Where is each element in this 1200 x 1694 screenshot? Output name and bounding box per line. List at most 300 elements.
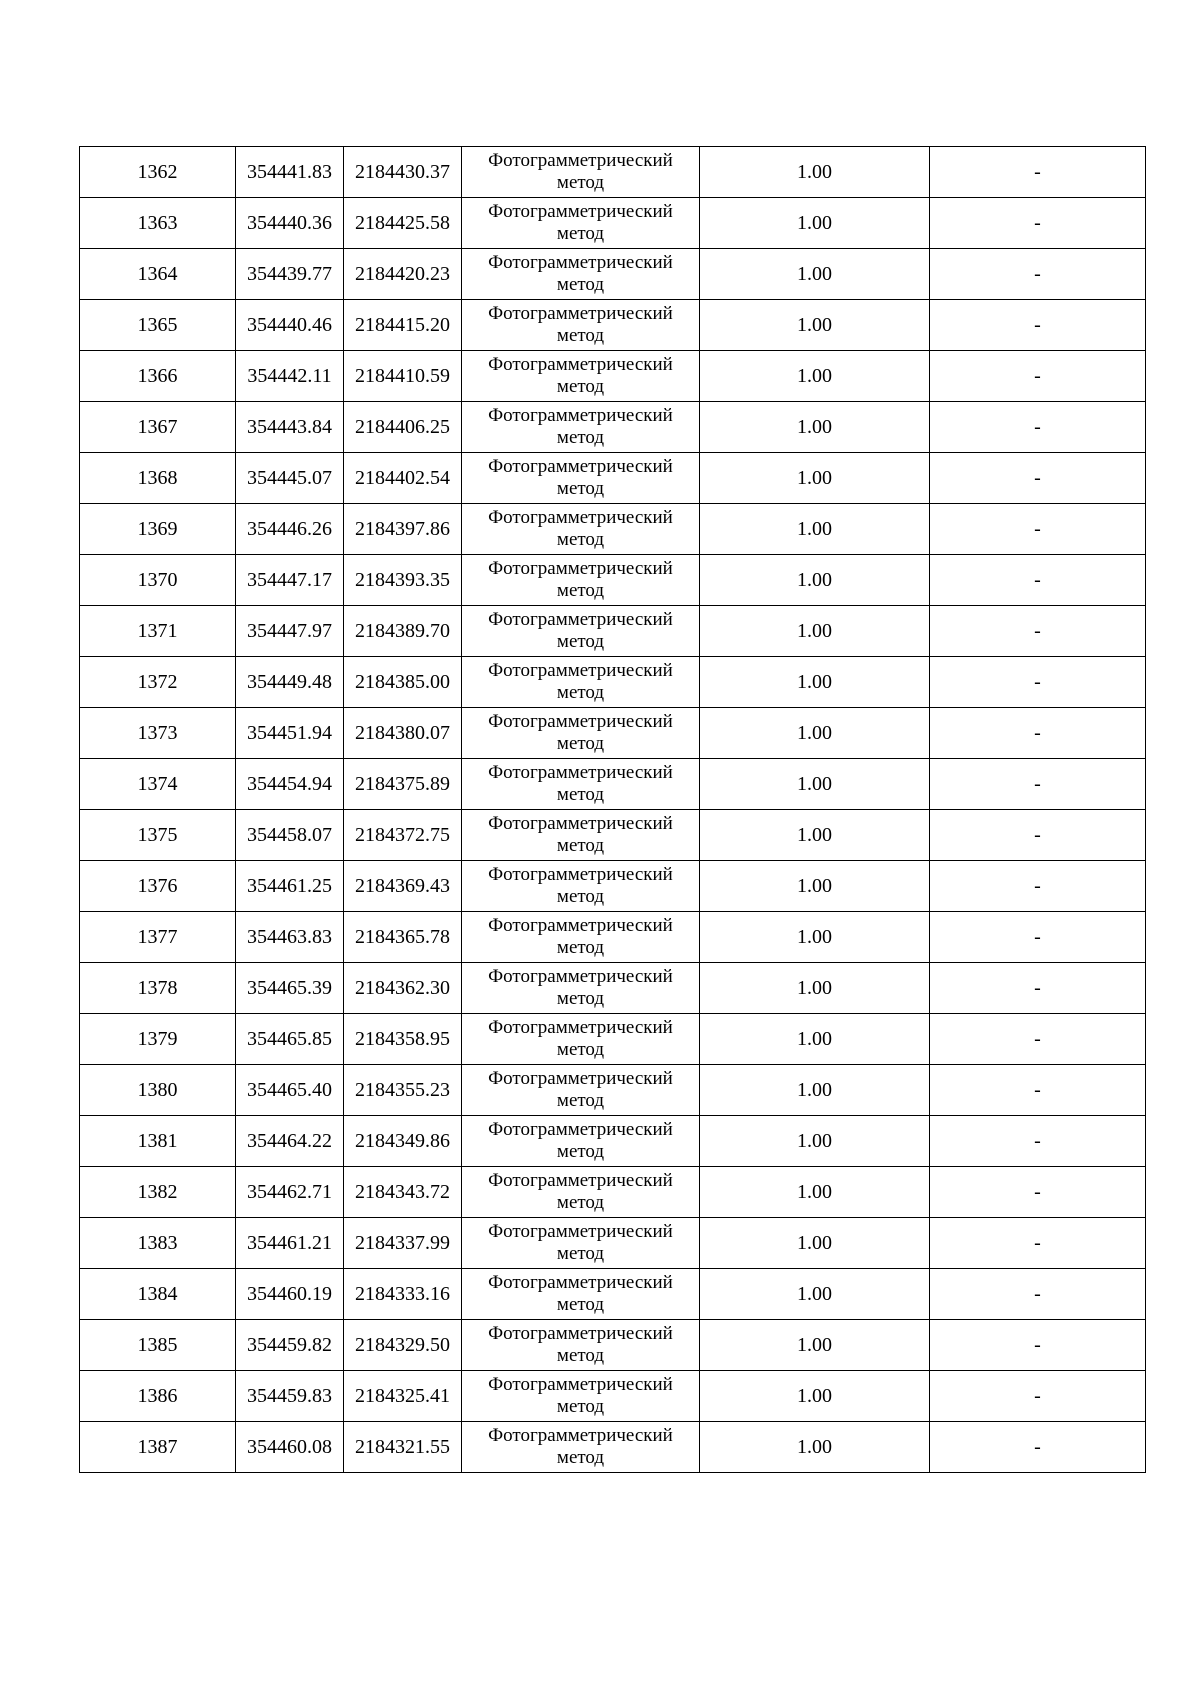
method-line-1: Фотограмметрический <box>488 558 673 579</box>
accuracy-cell <box>700 912 930 963</box>
method-cell <box>462 1116 700 1167</box>
accuracy-cell <box>700 708 930 759</box>
coordinate-y: 2184393.35 <box>355 568 450 591</box>
table-row <box>80 606 1146 657</box>
method-cell <box>462 1014 700 1065</box>
coordinate-y: 2184397.86 <box>355 517 450 540</box>
description-cell <box>930 249 1146 300</box>
table-row <box>80 1371 1146 1422</box>
table-row <box>80 504 1146 555</box>
accuracy-cell <box>700 1422 930 1473</box>
method-line-2: метод <box>556 1243 605 1264</box>
coordinate-x: 354442.11 <box>247 364 332 387</box>
point-number: 1370 <box>137 568 178 591</box>
description-cell <box>930 300 1146 351</box>
accuracy-cell <box>700 300 930 351</box>
description-value: - <box>1034 1231 1041 1254</box>
point-number: 1381 <box>137 1129 178 1152</box>
coordinate-y-cell <box>344 351 462 402</box>
method-line-2: метод <box>556 325 605 346</box>
point-number-cell <box>80 300 236 351</box>
coordinate-y: 2184321.55 <box>355 1435 450 1458</box>
point-number-cell <box>80 453 236 504</box>
coordinate-y: 2184420.23 <box>355 262 450 285</box>
method-cell <box>462 249 700 300</box>
point-number-cell <box>80 1065 236 1116</box>
method-line-2: метод <box>556 1192 605 1213</box>
method-line-2: метод <box>556 478 605 499</box>
method-line-1: Фотограмметрический <box>488 966 673 987</box>
description-value: - <box>1034 364 1041 387</box>
accuracy-value: 1.00 <box>797 160 832 183</box>
description-value: - <box>1034 1129 1041 1152</box>
table-row <box>80 861 1146 912</box>
coordinate-x-cell <box>236 198 344 249</box>
description-value: - <box>1034 262 1041 285</box>
method-line-1: Фотограмметрический <box>488 303 673 324</box>
point-number-cell <box>80 504 236 555</box>
description-cell <box>930 402 1146 453</box>
description-value: - <box>1034 211 1041 234</box>
description-cell <box>930 657 1146 708</box>
description-cell <box>930 555 1146 606</box>
coordinate-y-cell <box>344 555 462 606</box>
method-cell <box>462 810 700 861</box>
coordinate-x-cell <box>236 810 344 861</box>
method-cell <box>462 963 700 1014</box>
table-row <box>80 963 1146 1014</box>
method-cell <box>462 198 700 249</box>
accuracy-cell <box>700 963 930 1014</box>
accuracy-cell <box>700 504 930 555</box>
table-row <box>80 1218 1146 1269</box>
point-number: 1362 <box>137 160 178 183</box>
method-line-1: Фотограмметрический <box>488 609 673 630</box>
coordinate-y-cell <box>344 1269 462 1320</box>
method-cell <box>462 912 700 963</box>
method-line-2: метод <box>556 937 605 958</box>
method-line-2: метод <box>556 1447 605 1468</box>
method-line-1: Фотограмметрический <box>488 711 673 732</box>
accuracy-cell <box>700 810 930 861</box>
accuracy-value: 1.00 <box>797 364 832 387</box>
method-line-2: метод <box>556 274 605 295</box>
coordinate-y-cell <box>344 1167 462 1218</box>
method-line-1: Фотограмметрический <box>488 1425 673 1446</box>
method-line-2: метод <box>556 1294 605 1315</box>
accuracy-cell <box>700 555 930 606</box>
table-row <box>80 708 1146 759</box>
coordinate-y-cell <box>344 402 462 453</box>
point-number: 1378 <box>137 976 178 999</box>
coordinate-y-cell <box>344 657 462 708</box>
coordinate-x: 354465.39 <box>247 976 332 999</box>
coordinate-y: 2184372.75 <box>355 823 450 846</box>
coordinate-x: 354458.07 <box>247 823 332 846</box>
point-number: 1384 <box>137 1282 178 1305</box>
method-line-1: Фотограмметрический <box>488 150 673 171</box>
accuracy-value: 1.00 <box>797 823 832 846</box>
description-value: - <box>1034 1435 1041 1458</box>
description-value: - <box>1034 1384 1041 1407</box>
accuracy-value: 1.00 <box>797 1078 832 1101</box>
accuracy-cell <box>700 1218 930 1269</box>
accuracy-cell <box>700 147 930 198</box>
method-line-2: метод <box>556 376 605 397</box>
point-number: 1387 <box>137 1435 178 1458</box>
table-row <box>80 759 1146 810</box>
accuracy-value: 1.00 <box>797 976 832 999</box>
coordinate-y-cell <box>344 912 462 963</box>
accuracy-value: 1.00 <box>797 874 832 897</box>
accuracy-value: 1.00 <box>797 1231 832 1254</box>
coordinate-y: 2184325.41 <box>355 1384 450 1407</box>
description-value: - <box>1034 721 1041 744</box>
method-line-2: метод <box>556 427 605 448</box>
method-cell <box>462 402 700 453</box>
accuracy-cell <box>700 351 930 402</box>
coordinate-y: 2184355.23 <box>355 1078 450 1101</box>
coordinate-x-cell <box>236 912 344 963</box>
coordinate-x: 354459.83 <box>247 1384 332 1407</box>
coordinate-x-cell <box>236 1422 344 1473</box>
coordinate-y: 2184333.16 <box>355 1282 450 1305</box>
method-cell <box>462 555 700 606</box>
accuracy-value: 1.00 <box>797 211 832 234</box>
accuracy-cell <box>700 1269 930 1320</box>
point-number: 1376 <box>137 874 178 897</box>
table-row <box>80 351 1146 402</box>
point-number-cell <box>80 198 236 249</box>
method-line-2: метод <box>556 1039 605 1060</box>
table-row <box>80 402 1146 453</box>
point-number: 1373 <box>137 721 178 744</box>
coordinate-y-cell <box>344 1218 462 1269</box>
method-line-2: метод <box>556 631 605 652</box>
coordinate-y: 2184343.72 <box>355 1180 450 1203</box>
coordinate-x-cell <box>236 249 344 300</box>
accuracy-value: 1.00 <box>797 517 832 540</box>
coordinate-y: 2184425.58 <box>355 211 450 234</box>
accuracy-cell <box>700 759 930 810</box>
table-row <box>80 147 1146 198</box>
point-number-cell <box>80 810 236 861</box>
point-number-cell <box>80 708 236 759</box>
method-cell <box>462 657 700 708</box>
coordinate-x: 354443.84 <box>247 415 332 438</box>
method-cell <box>462 1269 700 1320</box>
point-number-cell <box>80 1320 236 1371</box>
accuracy-cell <box>700 1065 930 1116</box>
point-number: 1363 <box>137 211 178 234</box>
accuracy-cell <box>700 1167 930 1218</box>
accuracy-value: 1.00 <box>797 568 832 591</box>
coordinate-x: 354465.85 <box>247 1027 332 1050</box>
coordinate-x-cell <box>236 1218 344 1269</box>
accuracy-value: 1.00 <box>797 1129 832 1152</box>
coordinate-x-cell <box>236 453 344 504</box>
coordinate-y: 2184362.30 <box>355 976 450 999</box>
method-line-1: Фотограмметрический <box>488 507 673 528</box>
description-cell <box>930 708 1146 759</box>
coordinate-y-cell <box>344 861 462 912</box>
table-row <box>80 1065 1146 1116</box>
accuracy-value: 1.00 <box>797 1027 832 1050</box>
method-line-2: метод <box>556 682 605 703</box>
description-value: - <box>1034 517 1041 540</box>
table-row <box>80 555 1146 606</box>
method-line-2: метод <box>556 172 605 193</box>
coordinate-y: 2184410.59 <box>355 364 450 387</box>
point-number: 1369 <box>137 517 178 540</box>
method-line-2: метод <box>556 223 605 244</box>
method-cell <box>462 708 700 759</box>
point-number-cell <box>80 963 236 1014</box>
description-value: - <box>1034 874 1041 897</box>
method-line-1: Фотограмметрический <box>488 456 673 477</box>
description-value: - <box>1034 313 1041 336</box>
coordinate-x-cell <box>236 1167 344 1218</box>
point-number-cell <box>80 1116 236 1167</box>
coordinate-y-cell <box>344 453 462 504</box>
method-cell <box>462 1422 700 1473</box>
coordinate-x: 354454.94 <box>247 772 332 795</box>
description-cell <box>930 1065 1146 1116</box>
method-line-1: Фотограмметрический <box>488 201 673 222</box>
method-cell <box>462 1167 700 1218</box>
coordinate-y: 2184369.43 <box>355 874 450 897</box>
coordinate-y-cell <box>344 300 462 351</box>
coordinate-x-cell <box>236 708 344 759</box>
accuracy-cell <box>700 861 930 912</box>
method-line-2: метод <box>556 784 605 805</box>
description-cell <box>930 759 1146 810</box>
table-row <box>80 198 1146 249</box>
coordinate-x-cell <box>236 504 344 555</box>
method-line-1: Фотограмметрический <box>488 660 673 681</box>
coordinate-x: 354447.17 <box>247 568 332 591</box>
method-line-2: метод <box>556 886 605 907</box>
point-number-cell <box>80 1269 236 1320</box>
coordinate-x: 354460.19 <box>247 1282 332 1305</box>
description-value: - <box>1034 772 1041 795</box>
point-number: 1371 <box>137 619 178 642</box>
description-cell <box>930 861 1146 912</box>
accuracy-value: 1.00 <box>797 1333 832 1356</box>
description-value: - <box>1034 415 1041 438</box>
accuracy-value: 1.00 <box>797 415 832 438</box>
method-cell <box>462 759 700 810</box>
coordinate-y-cell <box>344 1116 462 1167</box>
method-line-1: Фотограмметрический <box>488 1119 673 1140</box>
description-value: - <box>1034 1027 1041 1050</box>
method-line-2: метод <box>556 733 605 754</box>
method-line-2: метод <box>556 1090 605 1111</box>
method-line-2: метод <box>556 1396 605 1417</box>
accuracy-cell <box>700 1371 930 1422</box>
method-line-2: метод <box>556 835 605 856</box>
accuracy-cell <box>700 198 930 249</box>
method-cell <box>462 1371 700 1422</box>
method-line-1: Фотограмметрический <box>488 915 673 936</box>
description-cell <box>930 147 1146 198</box>
table-row <box>80 1116 1146 1167</box>
description-value: - <box>1034 1333 1041 1356</box>
description-cell <box>930 912 1146 963</box>
table-row <box>80 249 1146 300</box>
coordinate-x: 354463.83 <box>247 925 332 948</box>
coordinate-y: 2184389.70 <box>355 619 450 642</box>
point-number-cell <box>80 402 236 453</box>
point-number-cell <box>80 1167 236 1218</box>
coordinate-y: 2184358.95 <box>355 1027 450 1050</box>
coordinate-x: 354461.21 <box>247 1231 332 1254</box>
point-number: 1365 <box>137 313 178 336</box>
method-line-1: Фотограмметрический <box>488 864 673 885</box>
coordinate-y-cell <box>344 1065 462 1116</box>
description-cell <box>930 351 1146 402</box>
point-number-cell <box>80 912 236 963</box>
coordinate-y-cell <box>344 708 462 759</box>
accuracy-cell <box>700 453 930 504</box>
description-value: - <box>1034 670 1041 693</box>
description-value: - <box>1034 466 1041 489</box>
method-line-1: Фотограмметрический <box>488 1221 673 1242</box>
method-cell <box>462 1065 700 1116</box>
coordinate-y: 2184402.54 <box>355 466 450 489</box>
point-number: 1383 <box>137 1231 178 1254</box>
point-number: 1380 <box>137 1078 178 1101</box>
coordinate-y-cell <box>344 249 462 300</box>
method-cell <box>462 606 700 657</box>
method-cell <box>462 1218 700 1269</box>
accuracy-cell <box>700 249 930 300</box>
method-line-2: метод <box>556 988 605 1009</box>
coordinate-y-cell <box>344 759 462 810</box>
method-line-1: Фотограмметрический <box>488 1017 673 1038</box>
table-row <box>80 1269 1146 1320</box>
method-line-1: Фотограмметрический <box>488 762 673 783</box>
method-cell <box>462 453 700 504</box>
coordinate-x: 354446.26 <box>247 517 332 540</box>
method-cell <box>462 147 700 198</box>
coordinate-x-cell <box>236 402 344 453</box>
description-cell <box>930 1014 1146 1065</box>
accuracy-value: 1.00 <box>797 313 832 336</box>
coordinate-y-cell <box>344 606 462 657</box>
coordinate-y: 2184380.07 <box>355 721 450 744</box>
accuracy-value: 1.00 <box>797 1180 832 1203</box>
coordinate-y: 2184365.78 <box>355 925 450 948</box>
method-line-1: Фотограмметрический <box>488 1374 673 1395</box>
coordinate-x-cell <box>236 351 344 402</box>
method-cell <box>462 1320 700 1371</box>
coordinate-x: 354445.07 <box>247 466 332 489</box>
point-number: 1374 <box>137 772 178 795</box>
coordinate-x-cell <box>236 963 344 1014</box>
coordinate-x: 354447.97 <box>247 619 332 642</box>
coordinate-y: 2184430.37 <box>355 160 450 183</box>
coordinate-y-cell <box>344 1371 462 1422</box>
coordinate-x-cell <box>236 1371 344 1422</box>
coordinate-x-cell <box>236 1116 344 1167</box>
point-number-cell <box>80 606 236 657</box>
accuracy-value: 1.00 <box>797 619 832 642</box>
coordinate-y-cell <box>344 1014 462 1065</box>
point-number-cell <box>80 1218 236 1269</box>
table-row <box>80 1320 1146 1371</box>
coordinate-x-cell <box>236 1320 344 1371</box>
description-cell <box>930 606 1146 657</box>
method-line-1: Фотограмметрический <box>488 1272 673 1293</box>
coordinate-y: 2184349.86 <box>355 1129 450 1152</box>
table-row <box>80 453 1146 504</box>
accuracy-value: 1.00 <box>797 1282 832 1305</box>
point-number: 1364 <box>137 262 178 285</box>
method-line-1: Фотограмметрический <box>488 813 673 834</box>
point-number-cell <box>80 1371 236 1422</box>
point-number-cell <box>80 249 236 300</box>
point-number: 1379 <box>137 1027 178 1050</box>
coordinate-x-cell <box>236 606 344 657</box>
coordinate-x: 354461.25 <box>247 874 332 897</box>
table-row <box>80 1422 1146 1473</box>
coordinates-table-body <box>80 147 1146 1473</box>
coordinate-x: 354449.48 <box>247 670 332 693</box>
description-cell <box>930 1218 1146 1269</box>
description-cell <box>930 1269 1146 1320</box>
coordinate-y: 2184385.00 <box>355 670 450 693</box>
point-number: 1386 <box>137 1384 178 1407</box>
coordinate-x: 354440.36 <box>247 211 332 234</box>
method-cell <box>462 351 700 402</box>
method-line-1: Фотограмметрический <box>488 1068 673 1089</box>
method-line-2: метод <box>556 529 605 550</box>
coordinate-y: 2184415.20 <box>355 313 450 336</box>
coordinate-y-cell <box>344 198 462 249</box>
table-row <box>80 657 1146 708</box>
description-cell <box>930 963 1146 1014</box>
method-cell <box>462 861 700 912</box>
point-number-cell <box>80 861 236 912</box>
coordinate-x: 354462.71 <box>247 1180 332 1203</box>
accuracy-value: 1.00 <box>797 772 832 795</box>
point-number: 1366 <box>137 364 178 387</box>
coordinate-x: 354441.83 <box>247 160 332 183</box>
table-row <box>80 300 1146 351</box>
coordinate-y: 2184337.99 <box>355 1231 450 1254</box>
description-cell <box>930 198 1146 249</box>
method-line-2: метод <box>556 1141 605 1162</box>
accuracy-cell <box>700 1320 930 1371</box>
point-number-cell <box>80 555 236 606</box>
description-cell <box>930 1167 1146 1218</box>
coordinate-x: 354460.08 <box>247 1435 332 1458</box>
point-number: 1375 <box>137 823 178 846</box>
coordinate-y-cell <box>344 810 462 861</box>
table-row <box>80 1167 1146 1218</box>
description-value: - <box>1034 1078 1041 1101</box>
coordinate-y: 2184406.25 <box>355 415 450 438</box>
point-number: 1377 <box>137 925 178 948</box>
method-line-2: метод <box>556 1345 605 1366</box>
accuracy-value: 1.00 <box>797 1435 832 1458</box>
point-number: 1367 <box>137 415 178 438</box>
accuracy-value: 1.00 <box>797 262 832 285</box>
coordinate-y-cell <box>344 1422 462 1473</box>
coordinate-x-cell <box>236 759 344 810</box>
description-cell <box>930 810 1146 861</box>
